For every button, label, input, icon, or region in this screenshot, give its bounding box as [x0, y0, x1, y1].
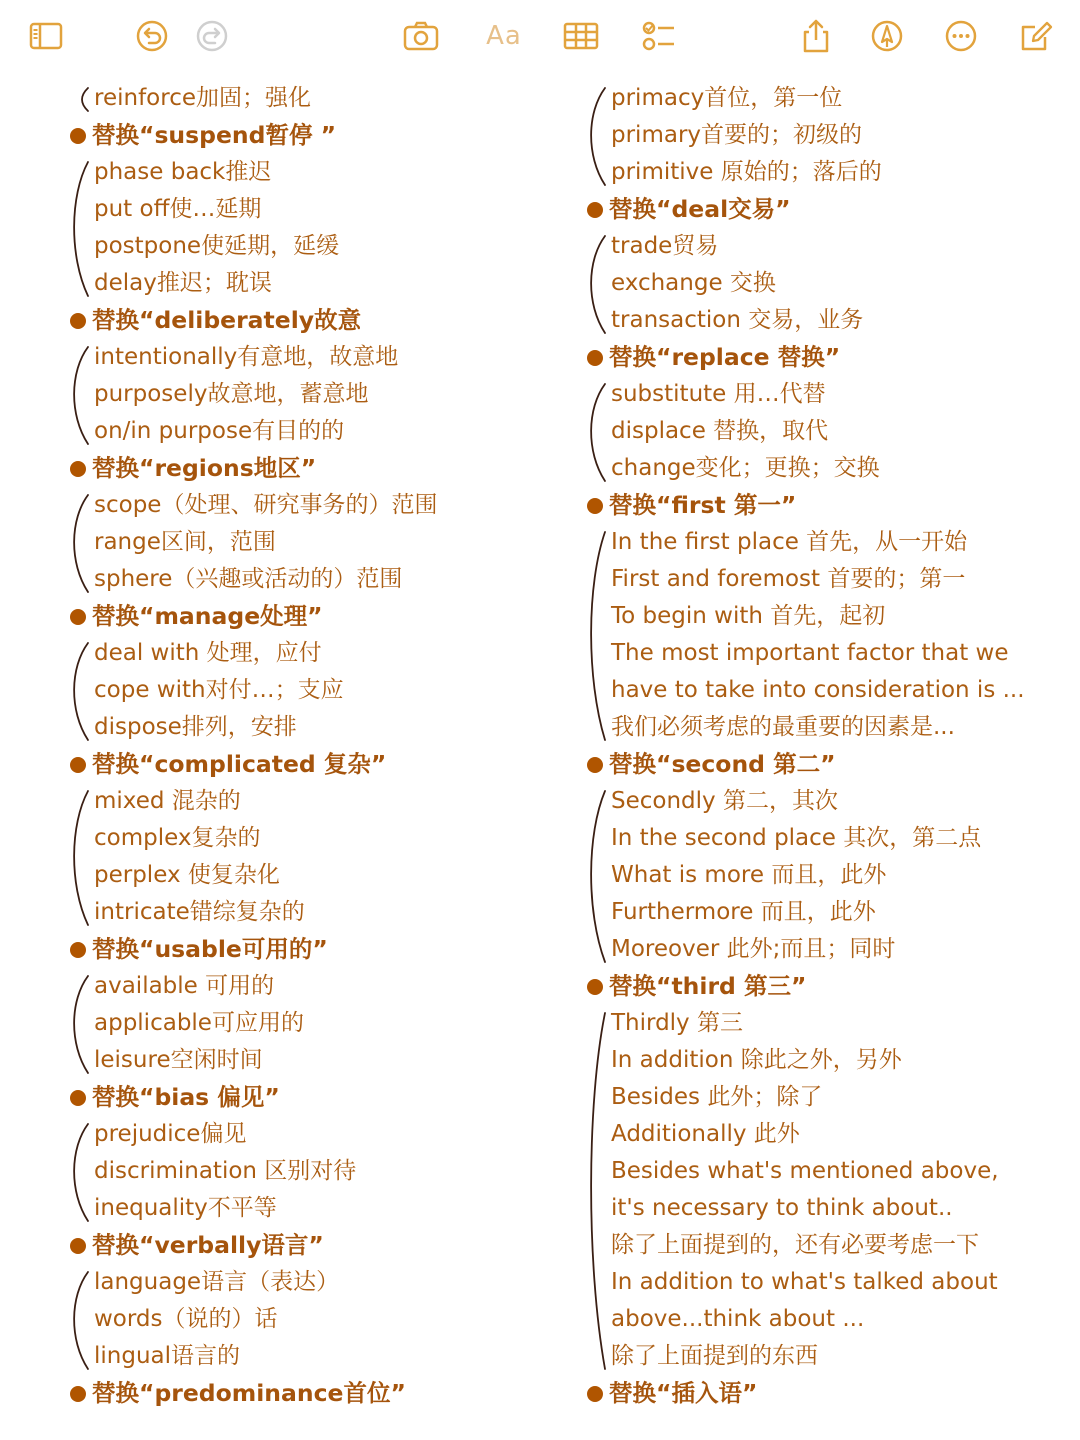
item-text: The most important factor that we	[611, 640, 1009, 666]
list-item	[66, 709, 526, 746]
bullet-icon	[587, 202, 603, 218]
list-item	[66, 635, 526, 672]
undo-icon[interactable]	[132, 16, 172, 56]
list-item	[583, 265, 1053, 302]
checklist-icon[interactable]	[639, 16, 679, 56]
item-text: transaction 交易，业务	[611, 307, 864, 333]
bullet-icon	[587, 350, 603, 366]
item-text: primitive 原始的；落后的	[611, 159, 882, 185]
bullet-icon	[587, 979, 603, 995]
item-text: What is more 而且，此外	[611, 862, 887, 888]
list-item	[583, 1338, 1053, 1375]
list-item	[66, 894, 526, 931]
item-text: primary首要的；初级的	[611, 122, 863, 148]
compose-icon[interactable]	[1016, 16, 1056, 56]
item-text: intentionally有意地，故意地	[94, 344, 399, 370]
item-text: primacy首位，第一位	[611, 85, 843, 111]
item-text: perplex 使复杂化	[94, 862, 280, 888]
bullet-icon	[70, 609, 86, 625]
more-icon[interactable]	[941, 16, 981, 56]
bullet-icon	[70, 1386, 86, 1402]
item-text: language语言（表达）	[94, 1269, 340, 1295]
list-item	[583, 1190, 1053, 1227]
heading-text: 替换“suspend暂停 ”	[92, 121, 337, 149]
item-text: Moreover 此外;而且；同时	[611, 936, 896, 962]
item-text: Thirdly 第三	[611, 1010, 743, 1036]
bullet-icon	[587, 757, 603, 773]
list-item	[583, 820, 1053, 857]
bullet-icon	[70, 461, 86, 477]
item-text: substitute 用…代替	[611, 381, 826, 407]
list-item	[583, 635, 1053, 672]
note-column-right[interactable]	[583, 80, 1053, 1412]
heading-text: 替换“deal交易”	[609, 195, 791, 223]
heading-text: 替换“first 第一”	[609, 491, 797, 519]
list-item	[66, 487, 526, 524]
item-text: deal with 处理，应付	[94, 640, 322, 666]
item-text: In addition to what's talked about	[611, 1269, 998, 1295]
list-item	[583, 1227, 1053, 1264]
list-item	[66, 1116, 526, 1153]
item-text: phase back推迟	[94, 159, 272, 185]
item-text: range区间，范围	[94, 529, 276, 555]
item-text: prejudice偏见	[94, 1121, 247, 1147]
item-text: In addition 除此之外，另外	[611, 1047, 902, 1073]
item-text: have to take into consideration is ...	[611, 677, 1025, 703]
list-item	[66, 339, 526, 376]
list-item	[583, 228, 1053, 265]
item-text: In the second place 其次，第二点	[611, 825, 982, 851]
item-text: words（说的）话	[94, 1306, 278, 1332]
item-text: intricate错综复杂的	[94, 899, 305, 925]
list-item	[583, 80, 1053, 117]
list-item	[66, 265, 526, 302]
item-text: Furthermore 而且，此外	[611, 899, 876, 925]
item-text: it's necessary to think about..	[611, 1195, 953, 1221]
section-heading	[66, 931, 526, 968]
list-item	[66, 561, 526, 598]
bullet-icon	[70, 128, 86, 144]
item-text: available 可用的	[94, 973, 275, 999]
item-text: above...think about ...	[611, 1306, 865, 1332]
format-icon[interactable]	[482, 16, 526, 56]
item-text: First and foremost 首要的；第一	[611, 566, 966, 592]
format-label: Aa	[486, 21, 522, 51]
section-heading	[583, 487, 1053, 524]
list-item	[583, 1301, 1053, 1338]
item-text: change变化；更换；交换	[611, 455, 880, 481]
list-item	[583, 598, 1053, 635]
item-text: on/in purpose有目的的	[94, 418, 345, 444]
list-item	[583, 1116, 1053, 1153]
table-icon[interactable]	[561, 16, 601, 56]
list-item	[583, 1005, 1053, 1042]
section-heading	[66, 598, 526, 635]
item-text: trade贸易	[611, 233, 719, 259]
section-heading	[583, 968, 1053, 1005]
list-item	[583, 672, 1053, 709]
item-text: Secondly 第二，其次	[611, 788, 838, 814]
item-text: lingual语言的	[94, 1343, 241, 1369]
heading-text: 替换“complicated 复杂”	[92, 750, 387, 778]
item-text: To begin with 首先，起初	[611, 603, 886, 629]
item-text: Additionally 此外	[611, 1121, 800, 1147]
heading-text: 替换“regions地区”	[92, 454, 317, 482]
list-item	[66, 1190, 526, 1227]
list-item	[583, 302, 1053, 339]
markup-icon[interactable]	[867, 16, 907, 56]
list-item	[583, 1042, 1053, 1079]
list-item	[66, 672, 526, 709]
list-item	[583, 931, 1053, 968]
section-heading	[66, 1227, 526, 1264]
item-text: sphere（兴趣或活动的）范围	[94, 566, 403, 592]
list-item	[66, 1042, 526, 1079]
section-heading	[66, 1079, 526, 1116]
bullet-icon	[70, 313, 86, 329]
list-item	[583, 857, 1053, 894]
bullet-icon	[70, 757, 86, 773]
item-text: postpone使延期，延缓	[94, 233, 340, 259]
list-item	[583, 709, 1053, 746]
bullet-icon	[70, 1238, 86, 1254]
item-text: scope（处理、研究事务的）范围	[94, 492, 438, 518]
list-item	[583, 1079, 1053, 1116]
item-text: leisure空闲时间	[94, 1047, 263, 1073]
item-text: In the first place 首先，从一开始	[611, 529, 968, 555]
note-column-left[interactable]	[66, 80, 526, 1412]
sidebar-icon[interactable]	[26, 16, 66, 56]
item-text: reinforce加固；强化	[94, 85, 311, 111]
item-text: put off使…延期	[94, 196, 262, 222]
item-text: applicable可应用的	[94, 1010, 304, 1036]
item-text: dispose排列，安排	[94, 714, 297, 740]
item-text: complex复杂的	[94, 825, 261, 851]
heading-text: 替换“replace 替换”	[609, 343, 841, 371]
heading-text: 替换“third 第三”	[609, 972, 807, 1000]
bullet-icon	[587, 498, 603, 514]
heading-text: 替换“usable可用的”	[92, 935, 328, 963]
list-item	[583, 894, 1053, 931]
item-text: purposely故意地，蓄意地	[94, 381, 369, 407]
list-item	[66, 857, 526, 894]
section-heading	[66, 1375, 526, 1412]
item-text: 我们必须考虑的最重要的因素是...	[611, 714, 955, 740]
item-text: mixed 混杂的	[94, 788, 241, 814]
section-heading	[583, 1375, 1053, 1412]
list-item	[66, 1301, 526, 1338]
list-item	[583, 117, 1053, 154]
toolbar	[0, 0, 1080, 72]
heading-text: 替换“predominance首位”	[92, 1379, 406, 1407]
section-heading	[66, 117, 526, 154]
list-item	[66, 80, 526, 117]
list-item	[583, 1153, 1053, 1190]
list-item	[66, 413, 526, 450]
list-item	[66, 191, 526, 228]
item-text: discrimination 区别对待	[94, 1158, 357, 1184]
bullet-icon	[70, 942, 86, 958]
list-item	[583, 450, 1053, 487]
bullet-icon	[70, 1090, 86, 1106]
list-item	[583, 1264, 1053, 1301]
list-item	[66, 783, 526, 820]
share-icon[interactable]	[796, 16, 836, 56]
list-item	[66, 154, 526, 191]
list-item	[66, 524, 526, 561]
item-text: exchange 交换	[611, 270, 776, 296]
item-text: 除了上面提到的，还有必要考虑一下	[611, 1232, 979, 1258]
list-item	[66, 820, 526, 857]
item-text: delay推迟；耽误	[94, 270, 272, 296]
section-heading	[583, 746, 1053, 783]
heading-text: 替换“插入语”	[609, 1379, 758, 1407]
list-item	[583, 561, 1053, 598]
camera-icon[interactable]	[401, 16, 441, 56]
item-text: inequality不平等	[94, 1195, 277, 1221]
list-item	[66, 968, 526, 1005]
item-text: 除了上面提到的东西	[611, 1343, 818, 1369]
list-item	[66, 228, 526, 265]
list-item	[583, 783, 1053, 820]
list-item	[66, 376, 526, 413]
bullet-icon	[587, 1386, 603, 1402]
section-heading	[66, 302, 526, 339]
item-text: Besides 此外；除了	[611, 1084, 823, 1110]
section-heading	[66, 746, 526, 783]
list-item	[583, 154, 1053, 191]
item-text: displace 替换，取代	[611, 418, 829, 444]
list-item	[583, 413, 1053, 450]
list-item	[66, 1005, 526, 1042]
list-item	[66, 1338, 526, 1375]
item-text: Besides what's mentioned above,	[611, 1158, 999, 1184]
heading-text: 替换“bias 偏见”	[92, 1083, 280, 1111]
section-heading	[66, 450, 526, 487]
list-item	[583, 376, 1053, 413]
redo-icon[interactable]	[192, 16, 232, 56]
heading-text: 替换“manage处理”	[92, 602, 323, 630]
section-heading	[583, 339, 1053, 376]
heading-text: 替换“verbally语言”	[92, 1231, 324, 1259]
heading-text: 替换“deliberately故意	[92, 306, 362, 334]
item-text: cope with对付…；支应	[94, 677, 344, 703]
list-item	[66, 1264, 526, 1301]
section-heading	[583, 191, 1053, 228]
list-item	[583, 524, 1053, 561]
list-item	[66, 1153, 526, 1190]
heading-text: 替换“second 第二”	[609, 750, 836, 778]
